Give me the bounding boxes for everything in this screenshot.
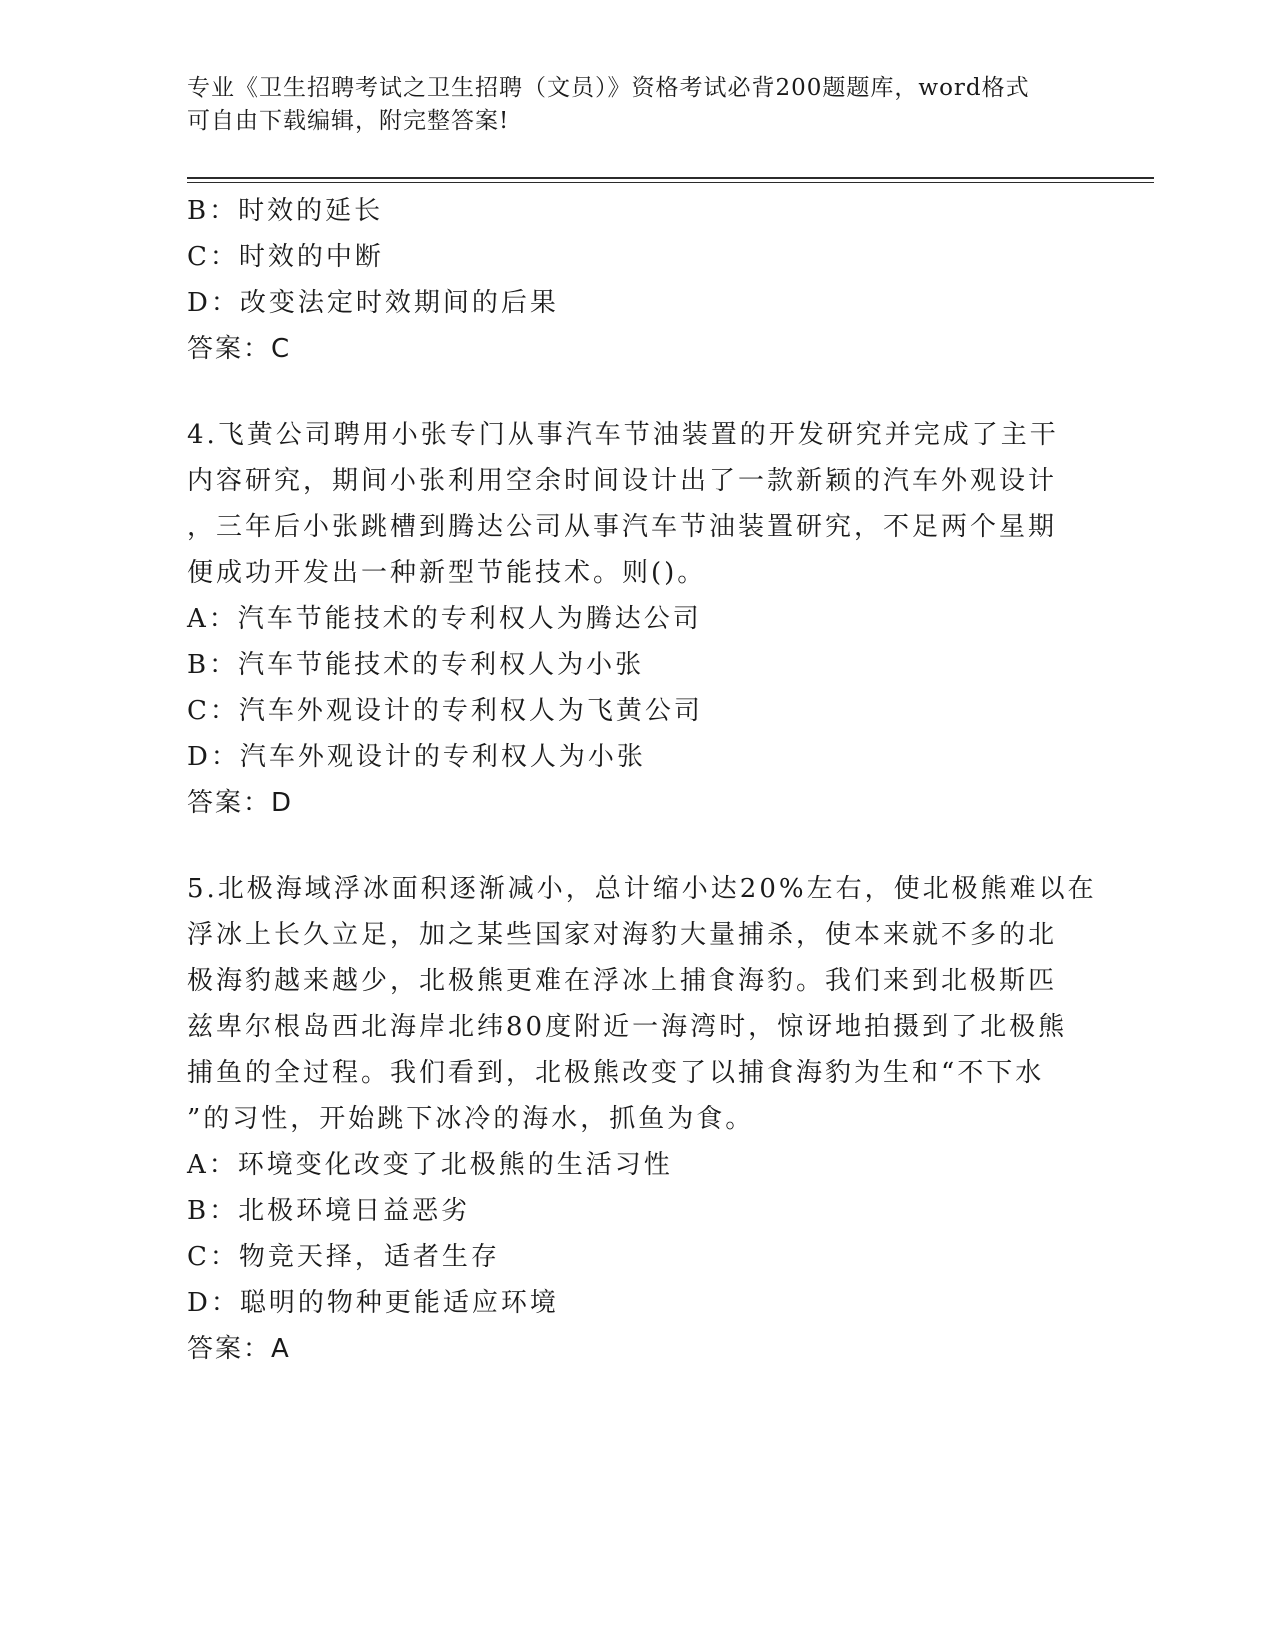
question-spacer: [187, 826, 1087, 866]
question-5-block: [187, 866, 1097, 1372]
question-3-option-b: B：时效的延长: [187, 196, 384, 226]
question-3-option-c: C：时效的中断: [187, 242, 384, 272]
question-4-stem-line: 4.飞黄公司聘用小张专门从事汽车节油装置的开发研究并完成了主干: [187, 420, 1059, 450]
header-divider-thin: [187, 182, 1154, 183]
question-3-answer: 答案：C: [187, 334, 292, 364]
question-5-stem-line: 兹卑尔根岛西北海岸北纬80度附近一海湾时，惊讶地拍摄到了北极熊: [187, 1012, 1068, 1042]
question-4-option-c: C：汽车外观设计的专利权人为飞黄公司: [187, 696, 703, 726]
question-4-option-d: D：汽车外观设计的专利权人为小张: [187, 742, 646, 772]
question-4-stem-line: ，三年后小张跳槽到腾达公司从事汽车节油装置研究，不足两个星期: [187, 512, 1058, 542]
question-3-option-d: D：改变法定时效期间的后果: [187, 288, 559, 318]
question-5-stem-line: 5.北极海域浮冰面积逐渐减小，总计缩小达20%左右，使北极熊难以在: [187, 874, 1097, 904]
question-5-stem-line: 极海豹越来越少，北极熊更难在浮冰上捕食海豹。我们来到北极斯匹: [187, 966, 1058, 996]
question-spacer: [187, 372, 1087, 412]
question-5-stem-line: 捕鱼的全过程。我们看到，北极熊改变了以捕食海豹为生和“不下水: [187, 1058, 1045, 1088]
question-4-stem-line: 便成功开发出一种新型节能技术。则()。: [187, 558, 707, 588]
question-5-stem-line: ”的习性，开始跳下冰冷的海水，抓鱼为食。: [187, 1104, 755, 1134]
question-5-option-b: B：北极环境日益恶劣: [187, 1196, 471, 1226]
question-3-block: [187, 188, 1087, 372]
header-title-line-1: 专业《卫生招聘考试之卫生招聘（文员）》资格考试必背200题题库，word格式: [187, 75, 1030, 101]
question-5-stem-line: 浮冰上长久立足，加之某些国家对海豹大量捕杀，使本来就不多的北: [187, 920, 1058, 950]
document-header: [187, 72, 1067, 138]
question-5-option-c: C：物竞天择，适者生存: [187, 1242, 500, 1272]
question-4-option-a: A：汽车节能技术的专利权人为腾达公司: [187, 604, 702, 634]
header-title-line-2: 可自由下载编辑，附完整答案!: [187, 108, 510, 134]
document-body: [187, 188, 1097, 1372]
question-4-answer: 答案：D: [187, 788, 294, 818]
question-5-option-d: D：聪明的物种更能适应环境: [187, 1288, 559, 1318]
question-4-block: [187, 412, 1087, 826]
question-5-option-a: A：环境变化改变了北极熊的生活习性: [187, 1150, 673, 1180]
question-4-option-b: B：汽车节能技术的专利权人为小张: [187, 650, 645, 680]
question-5-answer: 答案：A: [187, 1334, 291, 1364]
header-divider-thick: [187, 177, 1154, 179]
question-4-stem-line: 内容研究，期间小张利用空余时间设计出了一款新颖的汽车外观设计: [187, 466, 1058, 496]
